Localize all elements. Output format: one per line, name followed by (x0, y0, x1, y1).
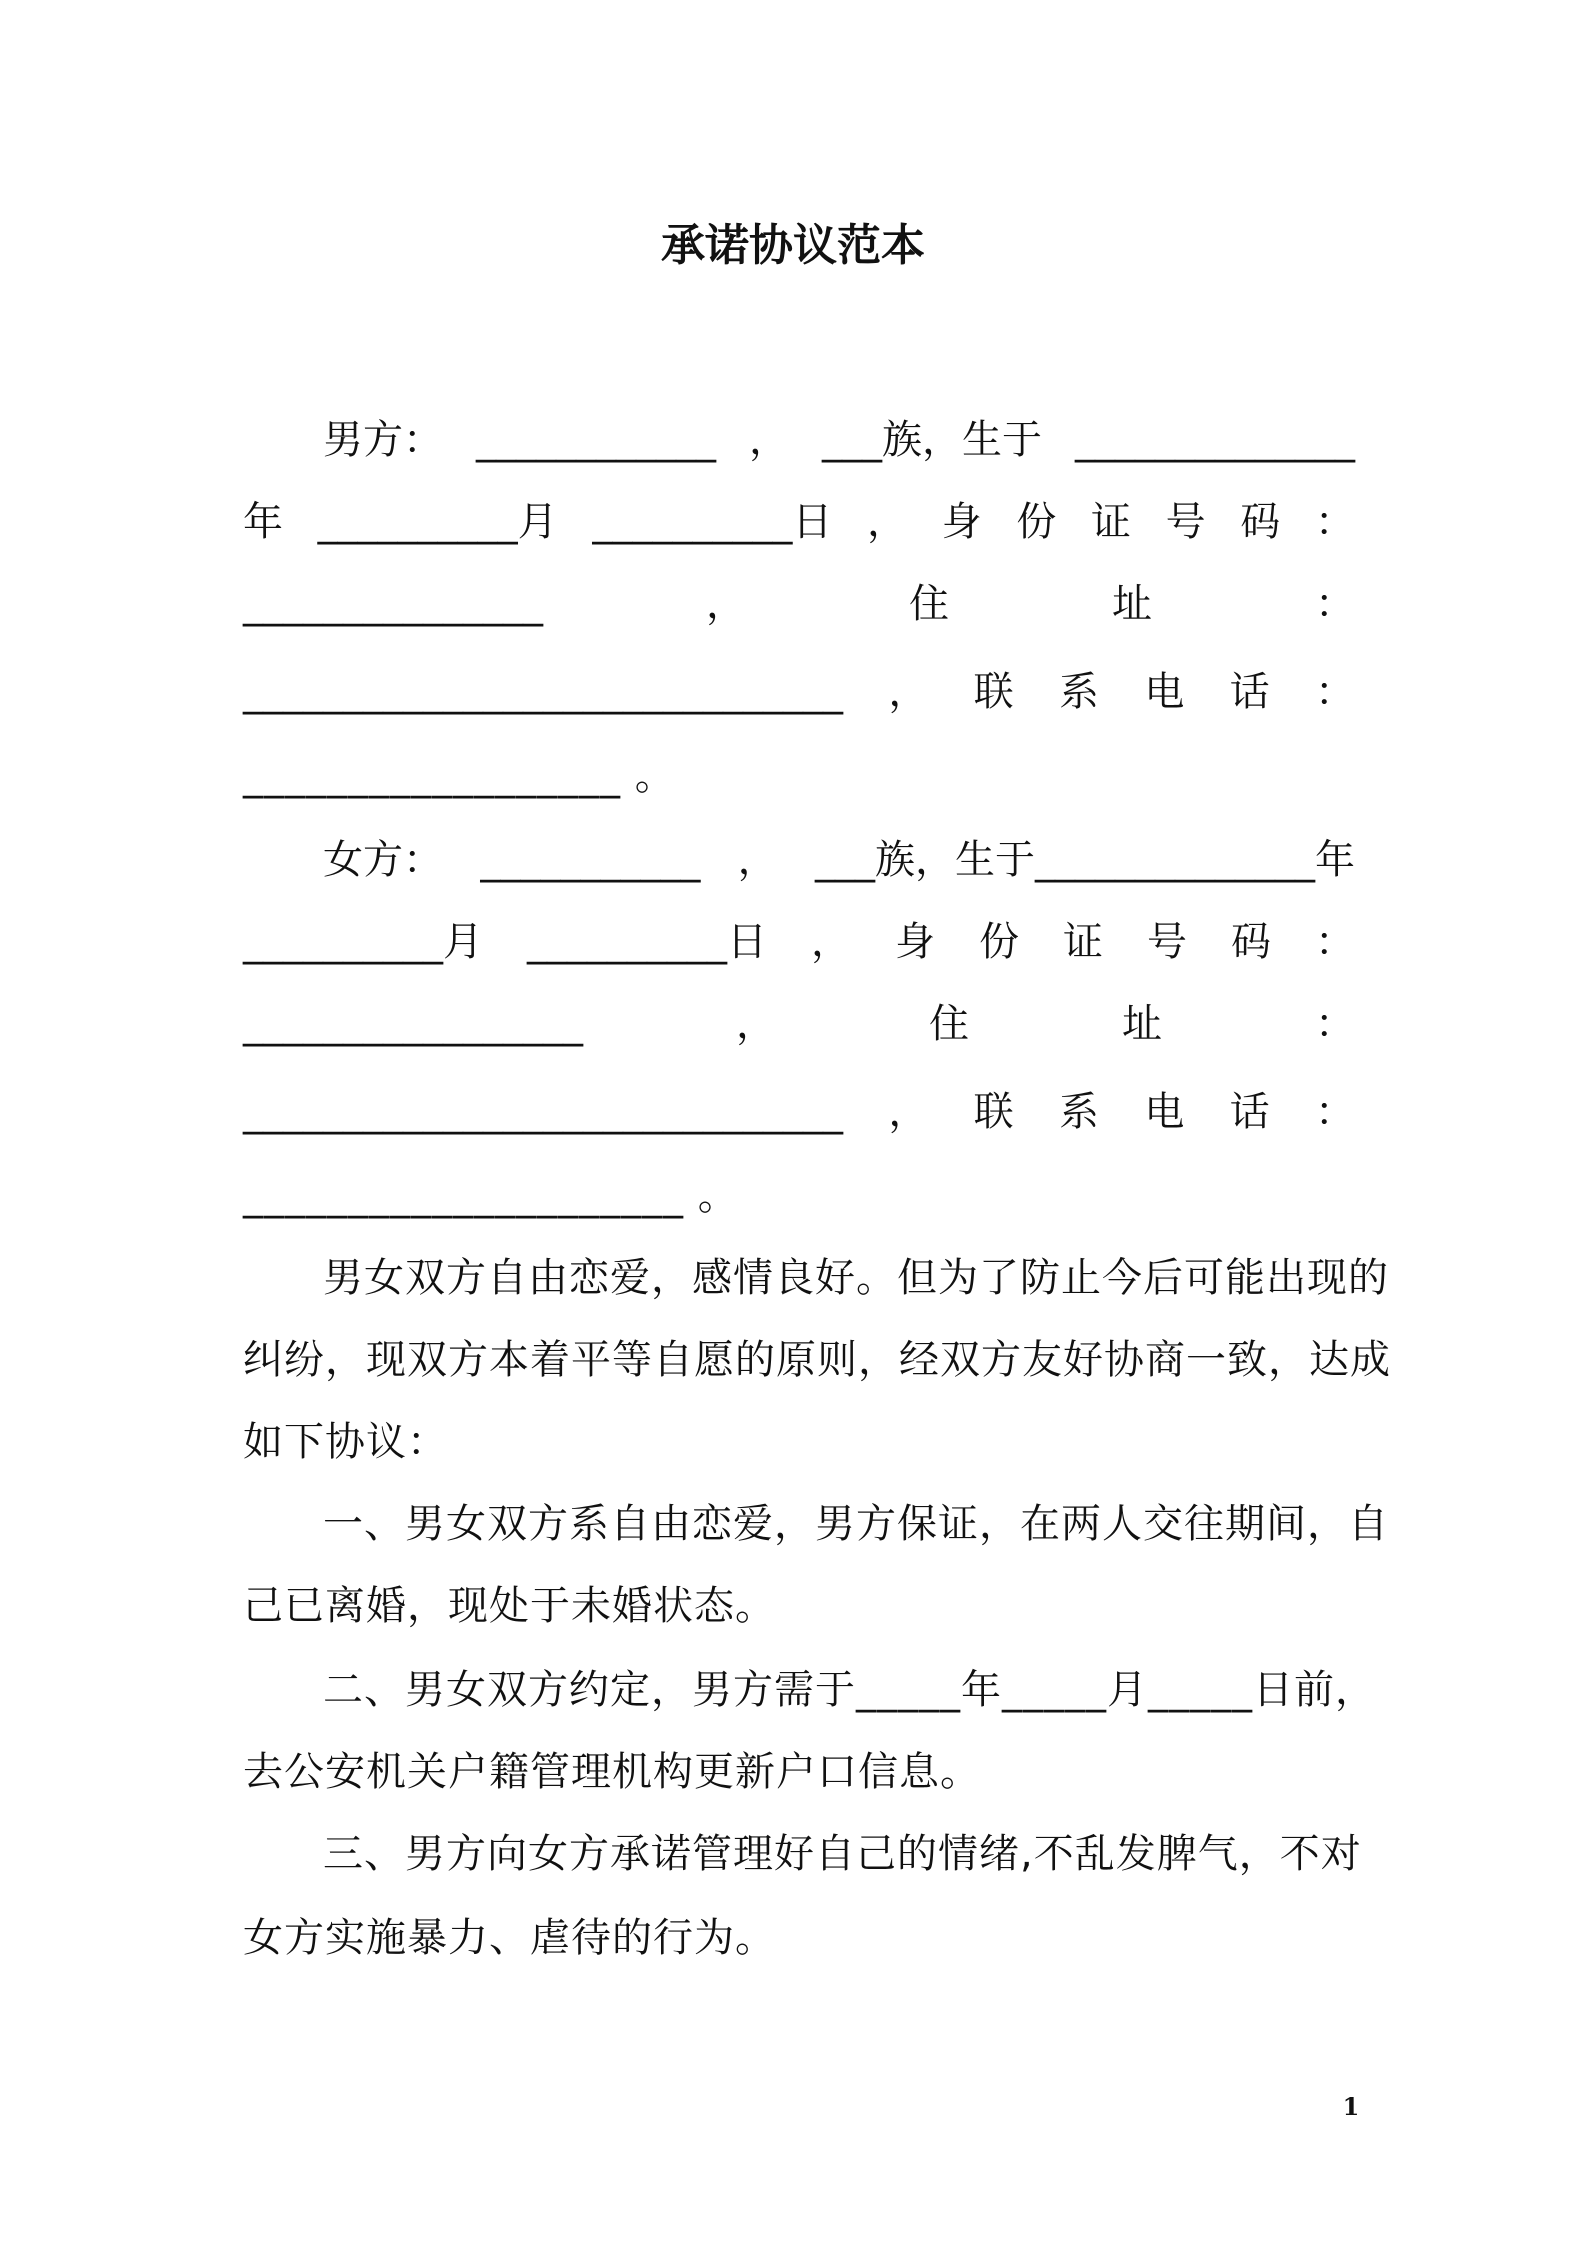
clause-2-line-1: 二、男女双方约定，男方需于_____年_____月_____日前， (323, 1667, 1376, 1713)
male-line-2: 年 __________月 __________日 ， 身 份 证 号 码 ： (243, 499, 1355, 545)
comma: ， (749, 417, 789, 463)
female-line-5: _____________________ 。 (243, 1173, 739, 1219)
female-line-1: 女方： ___________ ， ___族，生于______________年 (323, 832, 1355, 888)
female-ethnicity-birth: ___族，生于______________年 (814, 837, 1355, 883)
male-birth-year-blank: ______________ (1075, 417, 1355, 463)
female-label: 女方： (323, 837, 443, 883)
clause-1-line-1: 一、男女双方系自由恋爱，男方保证，在两人交往期间，自 (323, 1501, 1389, 1547)
female-line-4: ______________________________ ， 联 系 电 话 ： (243, 1089, 1355, 1135)
clause-2-line-2: 去公安机关户籍管理机构更新户口信息。 (243, 1749, 981, 1795)
page-number: 1 (1342, 2092, 1360, 2121)
clause-3-line-1: 三、男方向女方承诺管理好自己的情绪,不乱发脾气，不对 (323, 1831, 1362, 1877)
male-ethnicity-birth: ___族，生于 (822, 417, 1042, 463)
intro-line-2: 纠纷，现双方本着平等自愿的原则，经双方友好协商一致，达成 (243, 1337, 1391, 1383)
document-title: 承诺协议范本 (661, 220, 925, 271)
male-line-5: __________________ 。 (243, 753, 676, 799)
clause-1-line-2: 己已离婚，现处于未婚状态。 (243, 1583, 776, 1629)
male-line-1 (323, 412, 1355, 468)
male-line-4: ______________________________ ， 联 系 电 话 ： (243, 669, 1355, 715)
male-label: 男方： (323, 417, 443, 463)
clause-3-line-2: 女方实施暴力、虐待的行为。 (243, 1915, 776, 1961)
female-line-2: __________月 __________日 ， 身 份 证 号 码 ： (243, 919, 1355, 965)
female-line-3: _________________ ， 住 址 ： (243, 1001, 1355, 1047)
male-name-blank: ____________ (476, 417, 716, 463)
intro-line-3: 如下协议： (243, 1419, 448, 1465)
female-name-blank: ___________ (480, 837, 701, 883)
male-line-3: _______________ ， 住 址 ： (243, 581, 1355, 627)
intro-line-1: 男女双方自由恋爱，感情良好。但为了防止今后可能出现的 (323, 1255, 1389, 1301)
